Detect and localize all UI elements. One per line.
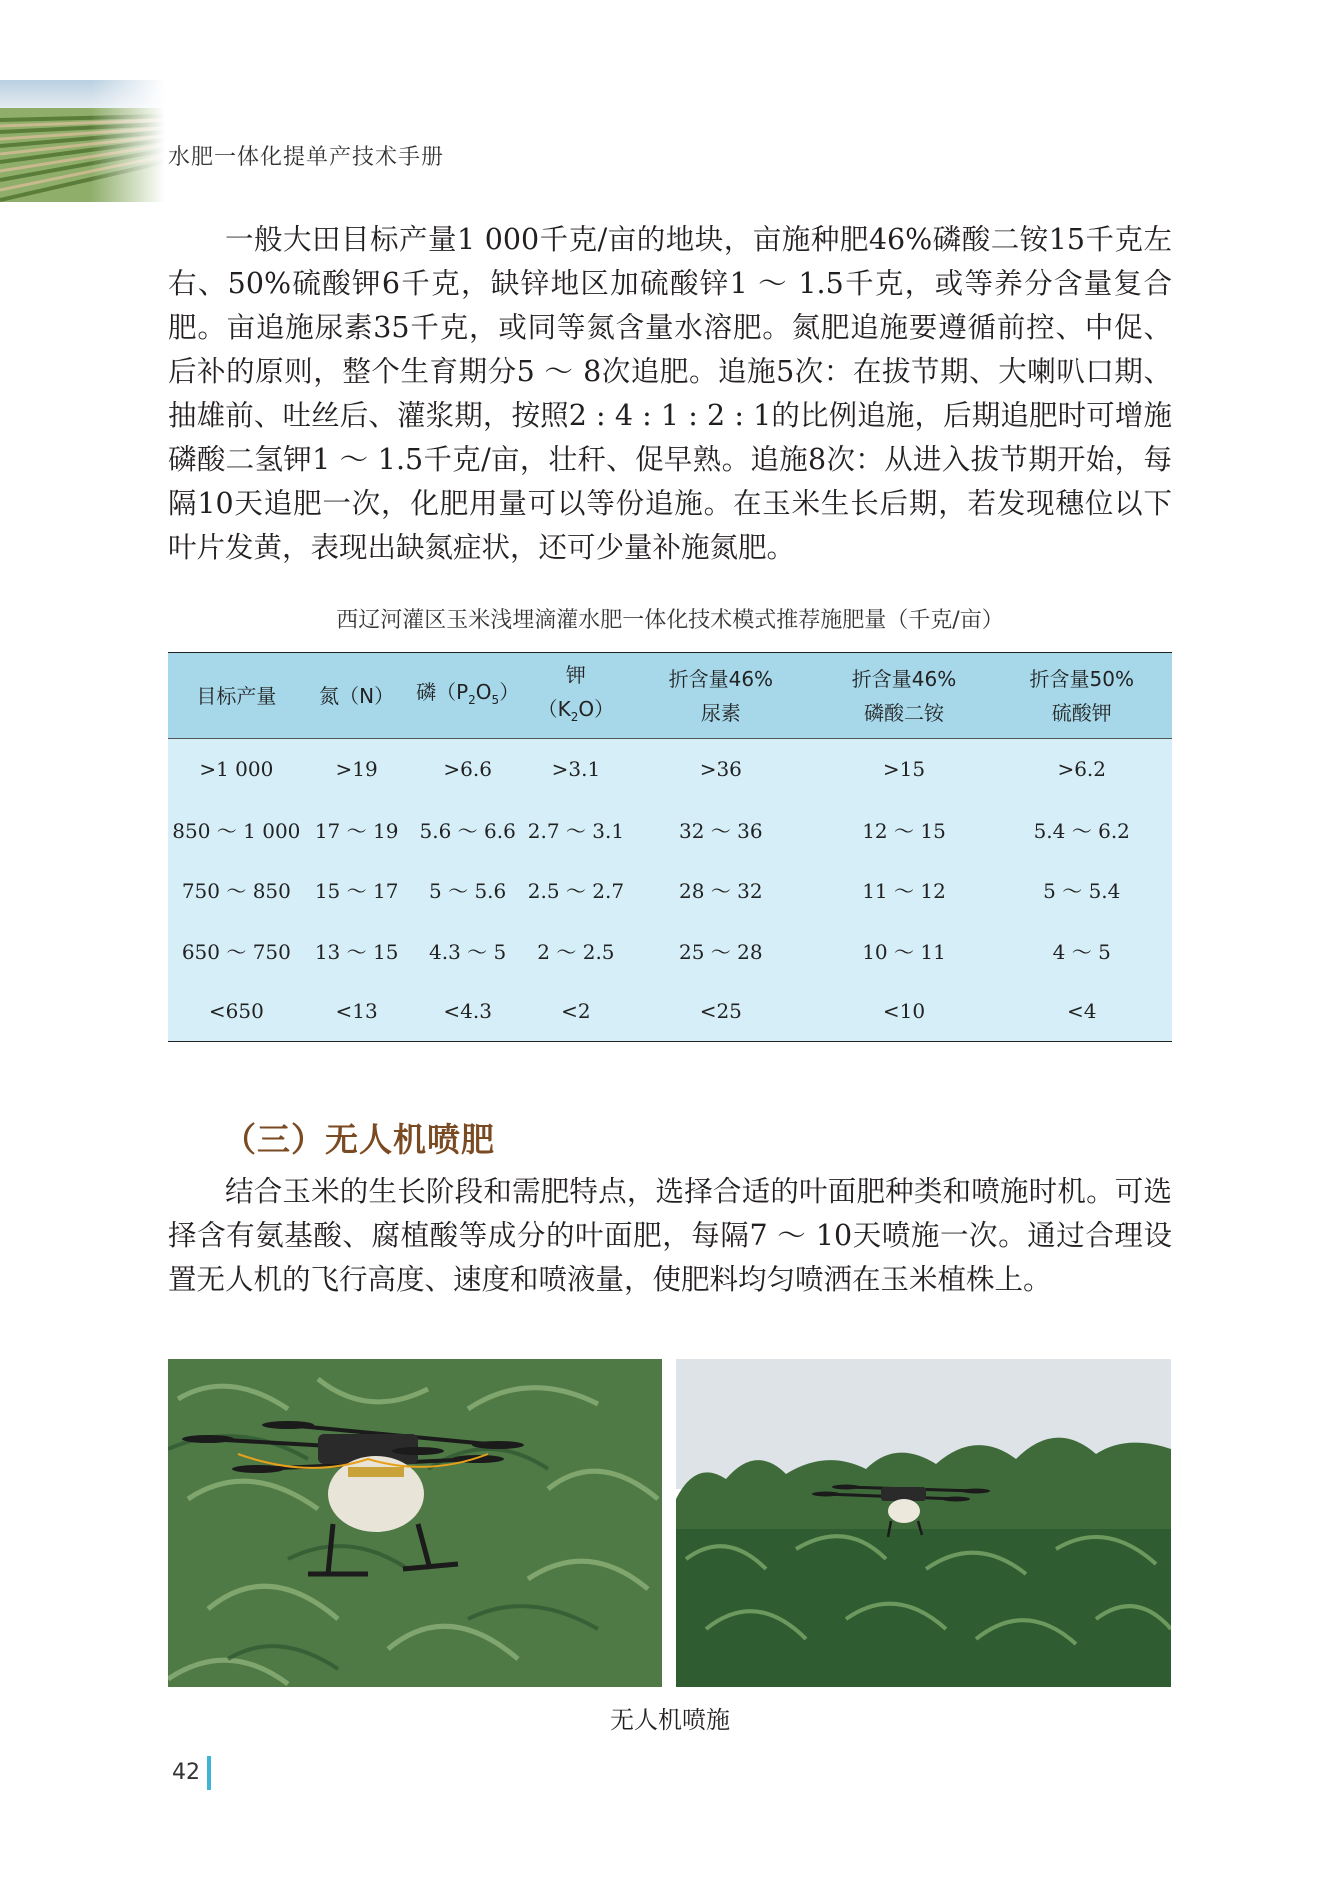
table-cell: >1 000	[199, 757, 274, 781]
table-row	[168, 860, 1172, 921]
table-cell: 4 ～ 5	[1052, 939, 1111, 964]
photo-caption: 无人机喷施	[610, 1706, 730, 1734]
table-cell: >6.6	[443, 757, 492, 781]
header-field-photo	[0, 80, 165, 202]
table-cell: 2.5 ～ 2.7	[527, 879, 625, 904]
table-caption: 西辽河灌区玉米浅埋滴灌水肥一体化技术模式推荐施肥量（千克/亩）	[336, 608, 1004, 633]
table-cell: 750 ～ 850	[181, 879, 291, 904]
table-cell: 5.4 ～ 6.2	[1033, 818, 1130, 843]
header-potassium: 钾$(K_2O)$	[527, 653, 625, 739]
table-cell: 2 ～ 2.5	[537, 939, 615, 964]
table-cell: 13 ～ 15	[314, 939, 399, 964]
table-cell: 17 ～ 19	[314, 818, 399, 843]
table-cell: 25 ～ 28	[679, 939, 763, 964]
table-cell: <13	[305, 981, 409, 1042]
table-cell: <4.3	[409, 981, 527, 1042]
header-nitrogen: 氮（N）	[305, 653, 409, 739]
table-header-row	[168, 653, 1172, 739]
table-cell: 12 ～ 15	[862, 818, 946, 843]
table-cell: 32 ～ 36	[679, 818, 763, 843]
table-cell: >19	[335, 757, 378, 781]
table-cell: 5 ～ 5.6	[429, 879, 507, 904]
table-row	[168, 920, 1172, 981]
page-number-bar	[207, 1756, 211, 1790]
drone-field-photo	[676, 1359, 1171, 1687]
table-cell: 28 ～ 32	[679, 879, 763, 904]
table-cell: 4.3 ～ 5	[429, 939, 507, 964]
header-phosphorus: 磷$(P_2O_5)$	[409, 653, 527, 739]
header-urea: 折含量46% 尿素	[625, 653, 816, 739]
table-cell: 15 ～ 17	[314, 879, 399, 904]
header-dap: 折含量46% 磷酸二铵	[817, 653, 992, 739]
running-title: 水肥一体化提单产技术手册	[168, 145, 445, 170]
table-cell: >3.1	[551, 757, 601, 781]
table-cell: <650	[168, 981, 305, 1042]
table-cell: <10	[817, 981, 992, 1042]
table-cell: 850 ～ 1 000	[172, 818, 301, 843]
header-target-yield: 目标产量	[168, 653, 305, 739]
drone-closeup-photo	[168, 1359, 662, 1687]
table-cell: >15	[882, 757, 926, 781]
table-cell: 5 ～ 5.4	[1043, 879, 1121, 904]
table-cell: <4	[992, 981, 1173, 1042]
table-cell: 5.6 ～ 6.6	[419, 818, 516, 843]
table-cell: <25	[625, 981, 816, 1042]
table-cell: >36	[699, 757, 742, 781]
body-paragraph-drone: 结合玉米的生长阶段和需肥特点，选择合适的叶面肥种类和喷施时机。可选择含有氨基酸、腐植酸等成分的叶面肥，每隔7 ～ 10天喷施一次。通过合理设置无人机的飞行高度、速度和喷液量，使肥料均匀喷洒在玉米植株上。	[168, 1175, 1172, 1296]
table-cell: 2.7 ～ 3.1	[527, 818, 625, 843]
table-cell: <2	[527, 981, 625, 1042]
body-paragraph-fertilization: 一般大田目标产量1 000千克/亩的地块，亩施种肥46%磷酸二铵15千克左右、50%硫酸钾6千克，缺锌地区加硫酸锌1 ～ 1.5千克，或等养分含量复合肥。亩追施尿素35千克，或同等氮含量水溶肥。氮肥追施要遵循前控、中促、后补的原则，整个生育期分5 ～ 8次追肥。追施5次：在拔节期、大喇叭口期、抽雄前、吐丝后、灌浆期，按照2 : 4 : 1 : 2 : 1的比例追施，后期追肥时可增施磷酸二氢钾1 ～ 1.5千克/亩，壮秆、促早熟。追施8次：从进入拔节期开始，每隔10天追肥一次，化肥用量可以等份追施。在玉米生长后期，若发现穗位以下叶片发黄，表现出缺氮症状，还可少量补施氮肥。	[168, 223, 1172, 564]
page-number: 42	[172, 1760, 200, 1785]
table-row	[168, 981, 1172, 1042]
table-cell: 10 ～ 11	[862, 939, 946, 964]
table-row	[168, 799, 1172, 860]
section-heading: （三）无人机喷肥	[223, 1120, 495, 1159]
table-row	[168, 739, 1172, 800]
header-potassium-sulfate: 折含量50% 硫酸钾	[992, 653, 1173, 739]
table-cell: 650 ～ 750	[181, 939, 291, 964]
table-cell: >6.2	[1057, 757, 1107, 781]
fertilizer-recommendation-table	[168, 652, 1172, 1042]
table-cell: 11 ～ 12	[862, 879, 946, 904]
